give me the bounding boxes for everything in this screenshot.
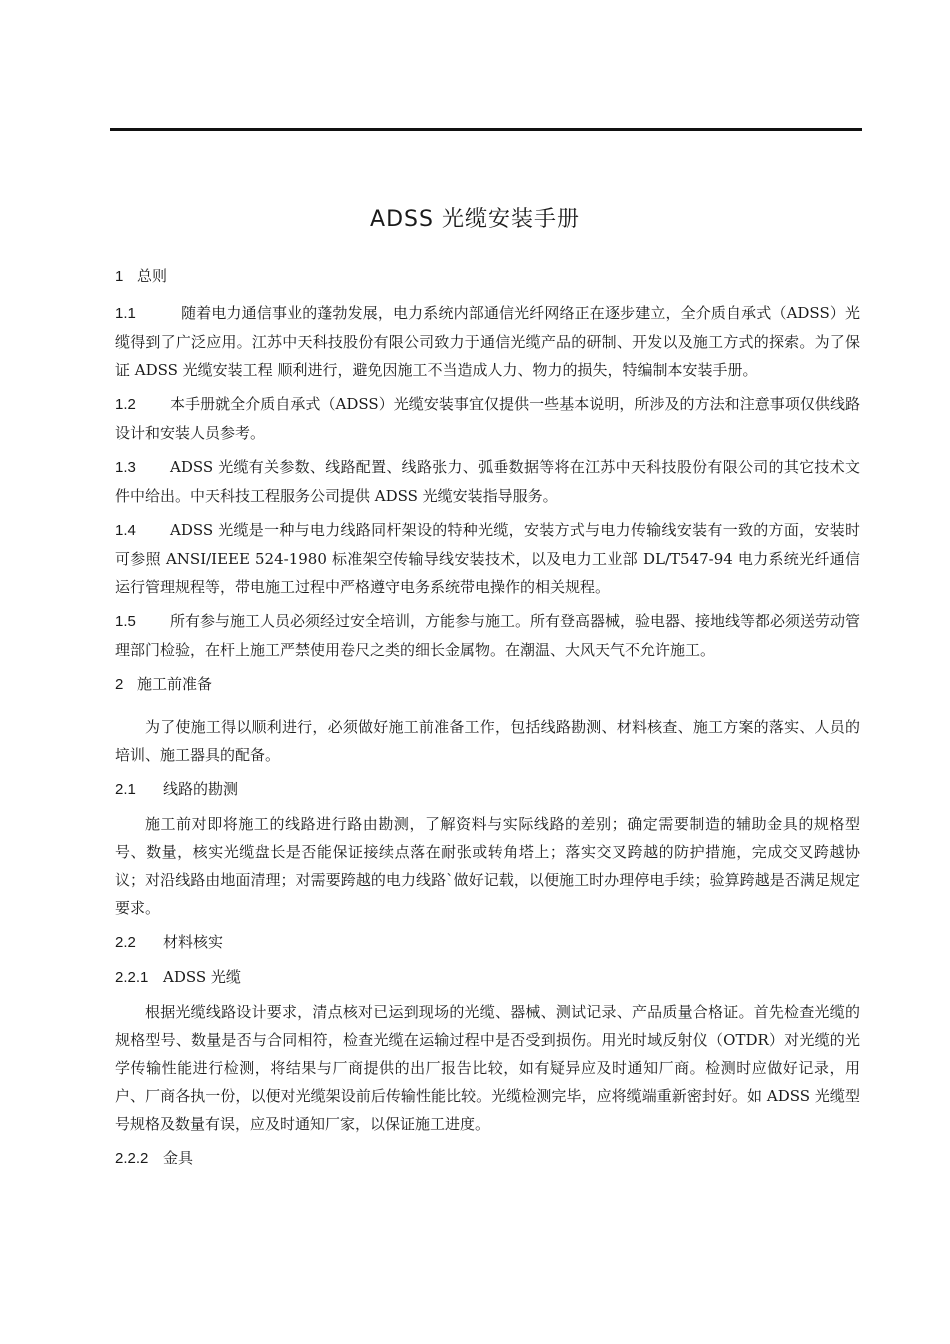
clause-1-4 <box>115 516 860 601</box>
section-title: 总则 <box>137 267 168 285</box>
subsection-title: 金具 <box>163 1149 194 1167</box>
clause-1-2 <box>115 390 860 447</box>
section-number: 1 <box>115 268 124 285</box>
section-2-heading <box>115 670 860 699</box>
clause-text: 所有参与施工人员必须经过安全培训，方能参与施工。所有登高器械，验电器、接地线等都必须送劳动管理部门检验，在杆上施工严禁使用卷尺之类的细长金属物。在潮温、大风天气不允许施工。 <box>115 612 861 659</box>
subsection-number: 2.2.2 <box>115 1150 149 1167</box>
subsection-2-2-heading <box>115 928 860 957</box>
subsection-2-2-1-heading <box>115 963 860 992</box>
subsection-number: 2.1 <box>115 781 136 798</box>
subsection-2-1-text: 施工前对即将施工的线路进行路由勘测，了解资料与实际线路的差别；确定需要制造的辅助金具的规格型号、数量，核实光缆盘长是否能保证接续点落在耐张或转角塔上；落实交叉跨越的防护措施，完成交叉跨越协议；对沿线路由地面清理；对需要跨越的电力线路`做好记载，以便施工时办理停电手续；验算跨越是否满足规定要求。 <box>115 815 860 917</box>
section-number: 2 <box>115 676 124 693</box>
subsection-number: 2.2 <box>115 934 136 951</box>
clause-text: 本手册就全介质自承式（ADSS）光缆安装事宜仅提供一些基本说明，所涉及的方法和注意事项仅供线路设计和安装人员参考。 <box>115 395 860 442</box>
subsection-title: 材料核实 <box>163 933 224 951</box>
subsection-2-1-heading <box>115 775 860 804</box>
clause-1-3 <box>115 453 860 510</box>
clause-number: 1.3 <box>115 459 136 476</box>
clause-text: 随着电力通信事业的蓬勃发展，电力系统内部通信光纤网络正在逐步建立，全介质自承式（ADSS）光缆得到了广泛应用。江苏中天科技股份有限公司致力于通信光缆产品的研制、开发以及施工方式的探索。为了保证 ADSS 光缆安装工程 顺利进行，避免因施工不当造成人力、物力的损失，特编制本安装手册。 <box>115 304 860 379</box>
subsection-title: 线路的勘测 <box>163 780 239 798</box>
header-rule <box>110 128 862 131</box>
clause-text: ADSS 光缆是一种与电力线路同杆架设的特种光缆，安装方式与电力传输线安装有一致的方面，安装时可参照 ANSI/IEEE 524-1980 标准架空传输导线安装技术，以及电力工业部 DL/T547-94 电力系统光纤通信运行管理规程等，带电施工过程中严格遵守电务系统带电操作的相关规程。 <box>115 521 860 596</box>
clause-number: 1.1 <box>115 305 136 322</box>
subsection-2-2-2-heading <box>115 1144 860 1173</box>
subsection-title: ADSS 光缆 <box>163 968 241 986</box>
document-body <box>115 262 860 1179</box>
clause-number: 1.2 <box>115 396 136 413</box>
clause-1-1 <box>115 299 860 384</box>
section-1-heading <box>115 262 860 291</box>
section-title: 施工前准备 <box>137 675 213 693</box>
subsection-2-2-1-text: 根据光缆线路设计要求，清点核对已运到现场的光缆、器械、测试记录、产品质量合格证。首先检查光缆的规格型号、数量是否与合同相符，检查光缆在运输过程中是否受到损伤。用光时域反射仪（OTDR）对光缆的光学传输性能进行检测，将结果与厂商提供的出厂报告比较，如有疑异应及时通知厂商。检测时应做好记录，用户、厂商各执一份，以便对光缆架设前后传输性能比较。光缆检测完毕，应将缆端重新密封好。如 ADSS 光缆型号规格及数量有误，应及时通知厂家，以保证施工进度。 <box>115 1003 860 1133</box>
clause-text: ADSS 光缆有关参数、线路配置、线路张力、弧垂数据等将在江苏中天科技股份有限公司的其它技术文件中给出。中天科技工程服务公司提供 ADSS 光缆安装指导服务。 <box>115 458 860 505</box>
clause-number: 1.5 <box>115 613 136 630</box>
clause-1-5 <box>115 607 860 664</box>
document-title: ADSS 光缆安装手册 <box>370 207 580 232</box>
section-2-intro: 为了使施工得以顺利进行，必须做好施工前准备工作，包括线路勘测、材料核查、施工方案的落实、人员的培训、施工器具的配备。 <box>115 718 860 764</box>
subsection-number: 2.2.1 <box>115 969 149 986</box>
clause-number: 1.4 <box>115 522 136 539</box>
